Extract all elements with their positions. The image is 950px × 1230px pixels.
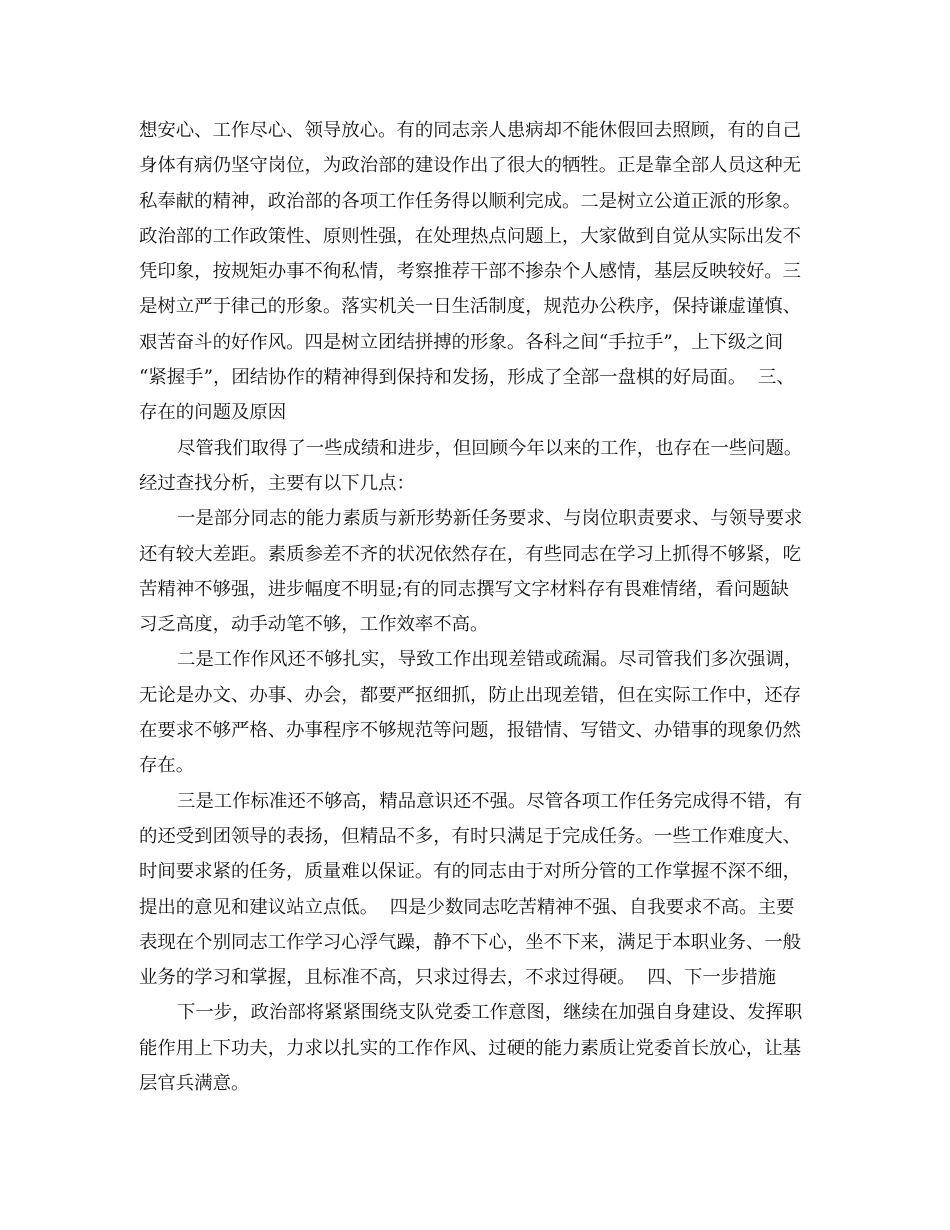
text-line: 无论是办文、办事、办会，都要严抠细抓，防止出现差错，但在实际工作中，还存 <box>139 684 802 706</box>
text-line: 在要求不够严格、办事程序不够规范等问题，报错情、写错文、办错事的现象仍然 <box>139 720 802 742</box>
text-line: 业务的学习和掌握，且标准不高，只求过得去，不求过得硬。 四、下一步措施 <box>139 967 776 989</box>
text-line: 苦精神不够强，进步幅度不明显;有的同志撰写文字材料存有畏难情绪，看问题缺 <box>139 578 789 600</box>
text-line: 习乏高度，动手动笔不够，工作效率不高。 <box>139 614 489 636</box>
text-line: 经过查找分析，主要有以下几点： <box>139 472 415 494</box>
text-line: 的还受到团领导的表扬，但精品不多，有时只满足于完成任务。一些工作难度大、 <box>139 825 802 847</box>
text-line: 艰苦奋斗的好作风。四是树立团结拼搏的形象。各科之间“手拉手”，上下级之间 <box>139 331 784 353</box>
text-line: 存在的问题及原因 <box>139 402 287 424</box>
text-line: 提出的意见和建议站立点低。 四是少数同志吃苦精神不强、自我要求不高。主要 <box>139 896 795 918</box>
text-line: 凭印象，按规矩办事不徇私情，考察推荐干部不掺杂个人感情，基层反映较好。三 <box>139 261 802 283</box>
text-line: 想安心、工作尽心、领导放心。有的同志亲人患病却不能休假回去照顾，有的自己 <box>139 120 802 141</box>
text-line: 下一步，政治部将紧紧围绕支队党委工作意图，继续在加强自身建设、发挥职 <box>177 1002 803 1024</box>
text-line: 是树立严于律己的形象。落实机关一日生活制度，规范办公秩序，保持谦虚谨慎、 <box>139 296 802 318</box>
text-line: 一是部分同志的能力素质与新形势新任务要求、与岗位职责要求、与领导要求 <box>177 508 803 530</box>
text-line: 存在。 <box>139 755 195 777</box>
text-line: 时间要求紧的任务，质量难以保证。有的同志由于对所分管的工作掌握不深不细， <box>139 861 802 883</box>
text-line: “紧握手”，团结协作的精神得到保持和发扬，形成了全部一盘棋的好局面。 三、 <box>139 367 795 389</box>
text-line: 政治部的工作政策性、原则性强，在处理热点问题上，大家做到自觉从实际出发不 <box>139 225 802 247</box>
text-line: 尽管我们取得了一些成绩和进步，但回顾今年以来的工作，也存在一些问题。 <box>177 437 803 459</box>
document-body <box>139 113 819 1101</box>
text-line: 三是工作标准还不够高，精品意识还不强。尽管各项工作任务完成得不错，有 <box>177 790 803 812</box>
text-line: 二是工作作风还不够扎实，导致工作出现差错或疏漏。尽司管我们多次强调， <box>177 649 803 671</box>
text-line: 能作用上下功夫，力求以扎实的工作作风、过硬的能力素质让党委首长放心，让基 <box>139 1037 802 1059</box>
text-line: 表现在个别同志工作学习心浮气躁，静不下心，坐不下来，满足于本职业务、一般 <box>139 931 802 953</box>
text-line: 私奉献的精神，政治部的各项工作任务得以顺利完成。二是树立公道正派的形象。 <box>139 190 802 212</box>
text-line: 还有较大差距。素质参差不齐的状况依然存在，有些同志在学习上抓得不够紧，吃 <box>139 543 802 565</box>
text-line: 层官兵满意。 <box>139 1073 250 1095</box>
text-line: 身体有病仍坚守岗位，为政治部的建设作出了很大的牺牲。正是靠全部人员这种无 <box>139 155 802 177</box>
